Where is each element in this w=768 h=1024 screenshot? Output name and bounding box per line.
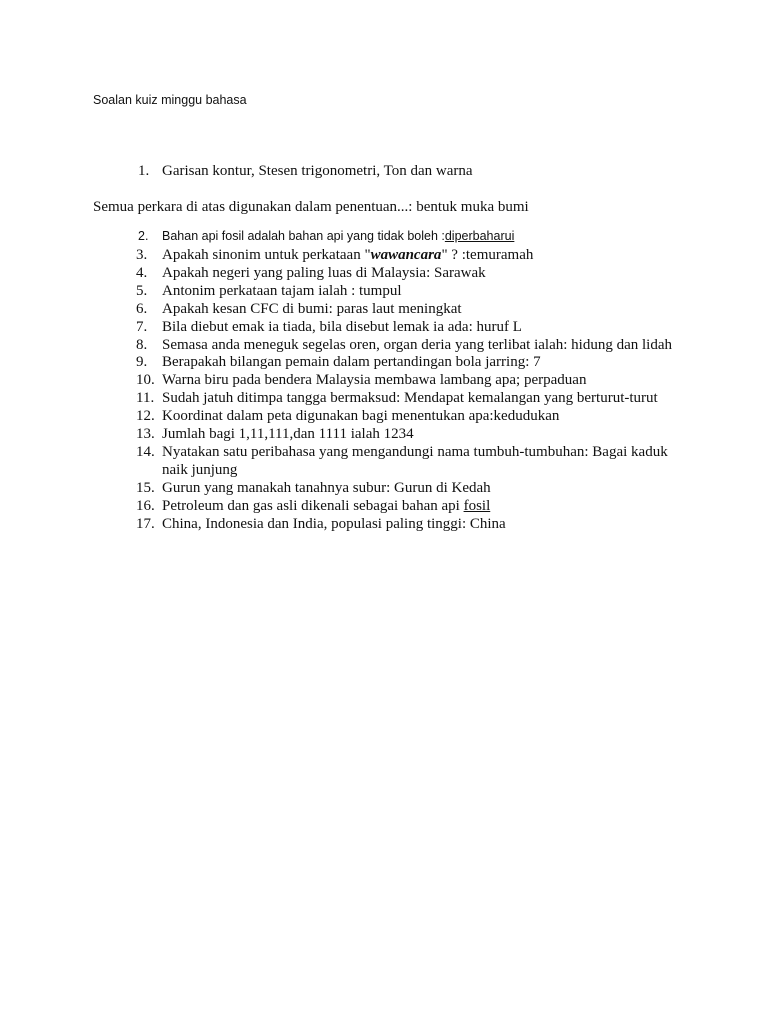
question-number: 16. <box>136 497 155 514</box>
question-text: Garisan kontur, Stesen trigonometri, Ton dan warna <box>162 163 473 179</box>
question-item <box>136 480 696 498</box>
question-text: China, Indonesia dan India, populasi paling tinggi: China <box>162 515 506 532</box>
question-item <box>136 319 696 337</box>
question-number: 12. <box>136 408 155 425</box>
question-list <box>136 247 696 534</box>
question-item <box>136 301 696 319</box>
question-item <box>136 426 696 444</box>
question-number: 10. <box>136 372 155 389</box>
question-text: Petroleum dan gas asli dikenali sebagai bahan api <box>162 497 464 514</box>
question-text: Apakah negeri yang paling luas di Malaysia: Sarawak <box>162 264 486 281</box>
question-text: Gurun yang manakah tanahnya subur: Gurun di Kedah <box>162 479 491 496</box>
question-1-answer-note: Semua perkara di atas digunakan dalam penentuan...: bentuk muka bumi <box>93 199 529 215</box>
question-2 <box>138 229 514 243</box>
question-item <box>136 265 696 283</box>
question-item <box>136 498 696 516</box>
question-number: 5. <box>136 282 148 299</box>
question-text: Berapakah bilangan pemain dalam pertandingan bola jarring: 7 <box>162 354 541 371</box>
question-number: 6. <box>136 300 148 317</box>
question-number: 2. <box>138 229 149 243</box>
question-number: 3. <box>136 247 148 263</box>
document-title: Soalan kuiz minggu bahasa <box>93 93 247 107</box>
question-text: Bila diebut emak ia tiada, bila disebut lemak ia ada: huruf L <box>162 318 522 335</box>
question-answer: diperbaharui <box>444 229 515 243</box>
question-text: Jumlah bagi 1,11,111,dan 1111 ialah 1234 <box>162 426 414 443</box>
question-text: Nyatakan satu peribahasa yang mengandungi nama tumbuh-tumbuhan: Bagai kaduk naik junjung <box>162 443 668 478</box>
question-item <box>136 516 696 534</box>
question-item <box>136 283 696 301</box>
question-number: 14. <box>136 443 155 460</box>
question-item <box>136 390 696 408</box>
question-text: Warna biru pada bendera Malaysia membawa lambang apa; perpaduan <box>162 372 587 389</box>
question-number: 1. <box>138 163 150 179</box>
question-text: Apakah sinonim untuk perkataan " <box>162 247 371 263</box>
question-number: 7. <box>136 318 148 335</box>
question-3 <box>136 247 696 265</box>
question-answer: " ? :temuramah <box>441 247 534 263</box>
question-number: 9. <box>136 354 148 371</box>
question-number: 13. <box>136 426 155 443</box>
question-number: 15. <box>136 479 155 496</box>
question-text: Koordinat dalam peta digunakan bagi menentukan apa:kedudukan <box>162 408 560 425</box>
question-number: 8. <box>136 336 148 353</box>
question-emphasis: wawancara <box>370 247 442 263</box>
question-number: 11. <box>136 390 155 407</box>
question-text: Antonim perkataan tajam ialah : tumpul <box>162 282 402 299</box>
question-text: Semasa anda meneguk segelas oren, organ deria yang terlibat ialah: hidung dan lidah <box>162 336 672 353</box>
question-item <box>136 354 696 372</box>
question-item <box>136 408 696 426</box>
question-text: Sudah jatuh ditimpa tangga bermaksud: Mendapat kemalangan yang berturut-turut <box>162 390 658 407</box>
question-item <box>136 444 696 480</box>
question-number: 4. <box>136 264 148 281</box>
question-answer: fosil <box>463 497 491 514</box>
question-text: Apakah kesan CFC di bumi: paras laut meningkat <box>162 300 462 317</box>
question-item <box>136 337 696 355</box>
question-number: 17. <box>136 515 155 532</box>
question-text: Bahan api fosil adalah bahan api yang tidak boleh : <box>162 229 445 243</box>
question-1 <box>138 163 473 180</box>
question-item <box>136 372 696 390</box>
